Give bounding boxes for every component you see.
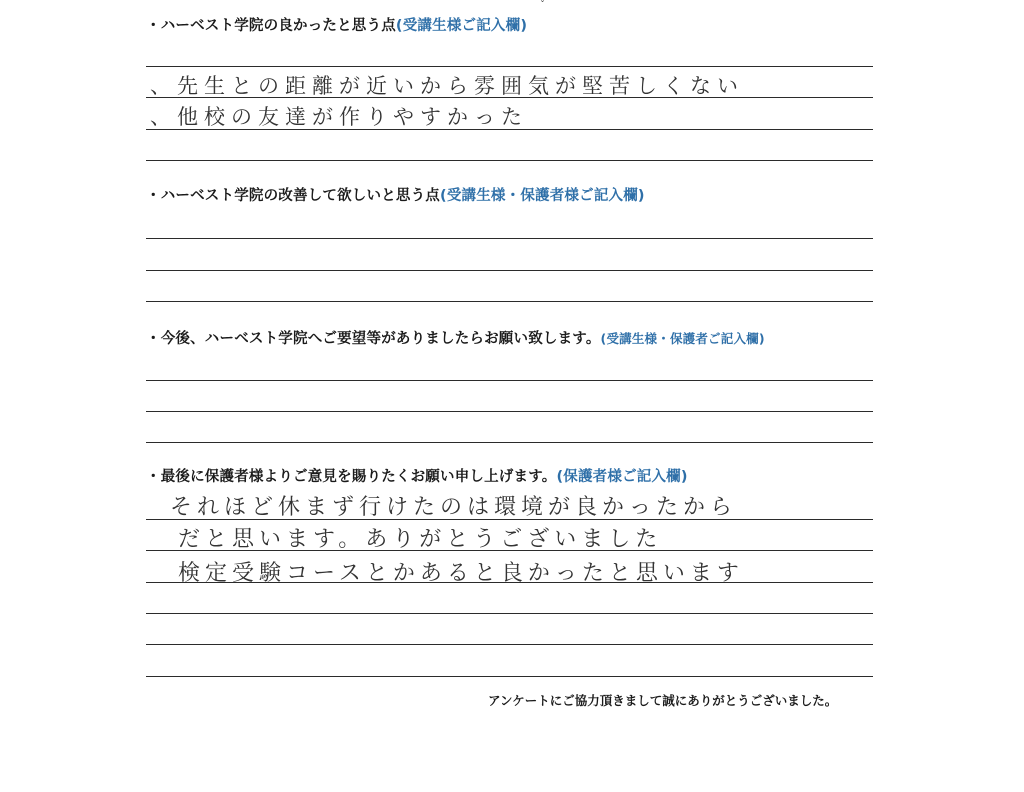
- answer-line: [146, 380, 873, 381]
- scan-mark: ˇ: [540, 0, 545, 11]
- section-4-title: ・最後に保護者様よりご意見を賜りたくお願い申し上げます。: [146, 469, 557, 485]
- section-1-heading: [146, 14, 527, 35]
- section-3-note: (受講生様・保護者ご記入欄): [600, 331, 765, 346]
- answer-line: [146, 519, 873, 520]
- answer-line: [146, 66, 873, 67]
- section-1-title: ・ハーベスト学院の良かったと思う点: [146, 18, 396, 34]
- answer-line: [146, 270, 873, 271]
- answer-line: [146, 582, 873, 583]
- section-2-title: ・ハーベスト学院の改善して欲しいと思う点: [146, 188, 440, 204]
- answer-line: [146, 238, 873, 239]
- answer-line: [146, 129, 873, 130]
- answer-line: [146, 411, 873, 412]
- section-1-answer-2: 、他校の友達が作りやすかった: [150, 105, 528, 129]
- section-1-note: (受講生様ご記入欄): [395, 18, 528, 34]
- answer-line: [146, 442, 873, 443]
- answer-line: [146, 613, 873, 614]
- section-4-answer-1: それほど休まず行けたのは環境が良かったから: [170, 495, 738, 520]
- answer-line: [146, 301, 873, 302]
- answer-line: [146, 644, 873, 645]
- section-2-heading: [146, 184, 645, 205]
- section-2-note: (受講生様・保護者様ご記入欄): [440, 188, 645, 204]
- section-3-heading: [146, 327, 765, 348]
- section-3-title: ・今後、ハーベスト学院へご要望等がありましたらお願い致します。: [146, 331, 601, 347]
- section-4-answer-3: 検定受験コースとかあると良かったと思います: [178, 561, 744, 586]
- section-4-heading: [146, 465, 688, 486]
- answer-line: [146, 160, 873, 161]
- section-1-answer-1: 、先生との距離が近いから雰囲気が堅苦しくない: [150, 74, 744, 98]
- section-4-note: (保護者様ご記入欄): [556, 469, 688, 485]
- answer-line: [146, 676, 873, 677]
- answer-line: [146, 97, 873, 98]
- answer-line: [146, 550, 873, 551]
- thank-you-footer: アンケートにご協力頂きまして誠にありがとうございました。: [488, 693, 838, 708]
- section-4-answer-2: だと思います。ありがとうございました: [178, 527, 663, 552]
